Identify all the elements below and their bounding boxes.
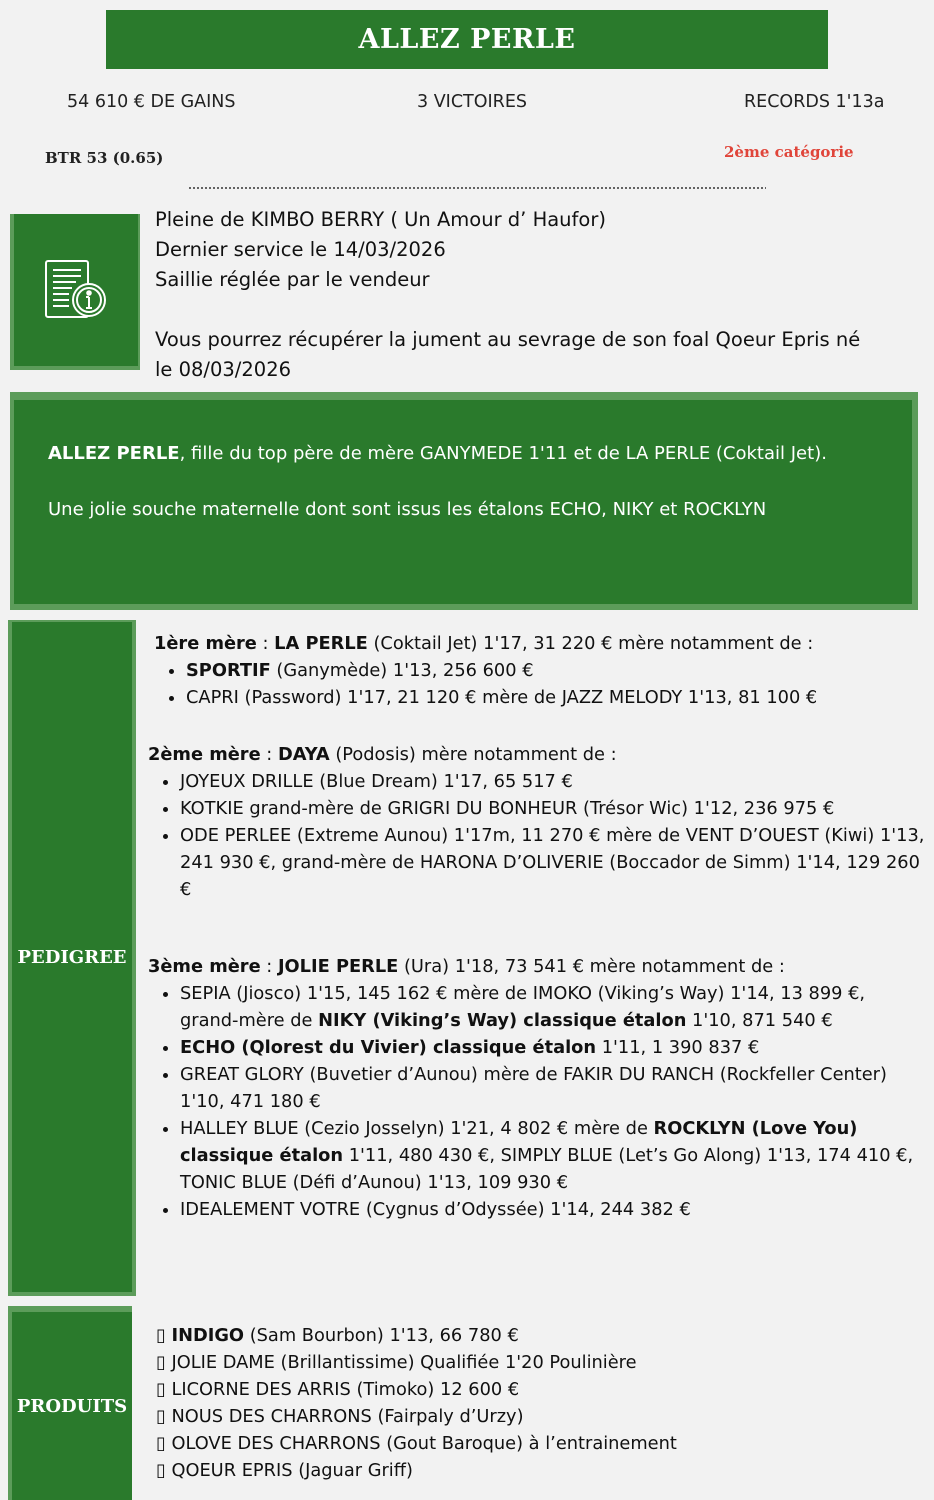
gains-stat: 54 610 € DE GAINS	[67, 92, 236, 112]
records-stat: RECORDS 1'13a	[744, 92, 885, 112]
pedigree-label: PEDIGREE	[17, 946, 127, 968]
victoires-stat: 3 VICTOIRES	[417, 92, 527, 112]
pedigree-sidebar	[12, 622, 132, 1292]
list-item: ▯ JOLIE DAME (Brillantissime) Qualifiée 1'20 Poulinière	[156, 1352, 637, 1373]
service-line-saillie: Saillie réglée par le vendeur	[155, 268, 430, 291]
produits-list	[156, 1322, 856, 1484]
list-item: • SEPIA (Jiosco) 1'15, 145 162 € mère de IMOKO (Viking’s Way) 1'14, 13 899 €, grand-mère de NIKY (Viking’s Way) classique étalon 1'10, 871 540 €	[180, 980, 928, 1034]
category-label: 2ème catégorie	[724, 143, 854, 161]
btr-index: BTR 53 (0.65)	[45, 149, 164, 167]
produits-label: PRODUITS	[16, 1395, 128, 1417]
list-item: • SPORTIF (Ganymède) 1'13, 256 600 €	[186, 657, 928, 684]
service-info	[155, 205, 875, 385]
list-item: • ODE PERLEE (Extreme Aunou) 1'17m, 11 270 € mère de VENT D’OUEST (Kiwi) 1'13, 241 930 €, grand-mère de HARONA D’OLIVERIE (Boccador de Simm) 1'14, 129 260 €	[180, 822, 928, 903]
list-item: • IDEALEMENT VOTRE (Cygnus d’Odyssée) 1'14, 244 382 €	[180, 1196, 928, 1223]
title-banner	[106, 10, 828, 69]
list-item: • CAPRI (Password) 1'17, 21 120 € mère de JAZZ MELODY 1'13, 81 100 €	[186, 684, 928, 711]
list-item: ▯ NOUS DES CHARRONS (Fairpaly d’Urzy)	[156, 1406, 524, 1427]
first-dam: 1ère mère : LA PERLE (Coktail Jet) 1'17, 31 220 € mère notamment de :	[154, 633, 814, 654]
dotted-divider	[188, 186, 766, 194]
third-dam: 3ème mère : JOLIE PERLE (Ura) 1'18, 73 541 € mère notamment de :	[148, 956, 785, 977]
second-dam: 2ème mère : DAYA (Podosis) mère notamment de :	[148, 744, 617, 765]
service-line-sevrage: Vous pourrez récupérer la jument au sevrage de son foal Qoeur Epris né	[155, 328, 861, 351]
service-line-pleine: Pleine de KIMBO BERRY ( Un Amour d’ Haufor)	[155, 208, 606, 231]
third-dam-list	[148, 980, 928, 1223]
service-line-date: le 08/03/2026	[155, 358, 292, 381]
page-title: ALLEZ PERLE	[358, 24, 576, 55]
service-line-dernier: Dernier service le 14/03/2026	[155, 238, 446, 261]
list-item: • ECHO (Qlorest du Vivier) classique étalon 1'11, 1 390 837 €	[180, 1034, 928, 1061]
list-item: • KOTKIE grand-mère de GRIGRI DU BONHEUR (Trésor Wic) 1'12, 236 975 €	[180, 795, 928, 822]
produits-sidebar	[12, 1312, 132, 1500]
list-item: ▯ OLOVE DES CHARRONS (Gout Baroque) à l’entrainement	[156, 1433, 677, 1454]
list-item: ▯ LICORNE DES ARRIS (Timoko) 12 600 €	[156, 1379, 520, 1400]
document-info-icon	[42, 256, 110, 324]
description-text	[48, 440, 888, 524]
list-item: ▯ QOEUR EPRIS (Jaguar Griff)	[156, 1460, 413, 1481]
first-dam-list	[148, 657, 928, 711]
list-item: • HALLEY BLUE (Cezio Josselyn) 1'21, 4 802 € mère de ROCKLYN (Love You) classique étalon 1'11, 480 430 €, SIMPLY BLUE (Let’s Go Along) 1'13, 174 410 €, TONIC BLUE (Défi d’Aunou) 1'13, 109 930 €	[180, 1115, 928, 1196]
list-item: • GREAT GLORY (Buvetier d’Aunou) mère de FAKIR DU RANCH (Rockfeller Center) 1'10, 471 180 €	[180, 1061, 928, 1115]
description-line-1: ALLEZ PERLE, fille du top père de mère GANYMEDE 1'11 et de LA PERLE (Coktail Jet).	[48, 443, 827, 464]
list-item: • JOYEUX DRILLE (Blue Dream) 1'17, 65 517 €	[180, 768, 928, 795]
description-line-2: Une jolie souche maternelle dont sont issus les étalons ECHO, NIKY et ROCKLYN	[48, 499, 767, 520]
list-item: ▯ INDIGO (Sam Bourbon) 1'13, 66 780 €	[156, 1325, 519, 1346]
pedigree-content	[148, 630, 928, 1223]
description-horse-name: ALLEZ PERLE	[48, 443, 180, 464]
second-dam-list	[148, 768, 928, 903]
